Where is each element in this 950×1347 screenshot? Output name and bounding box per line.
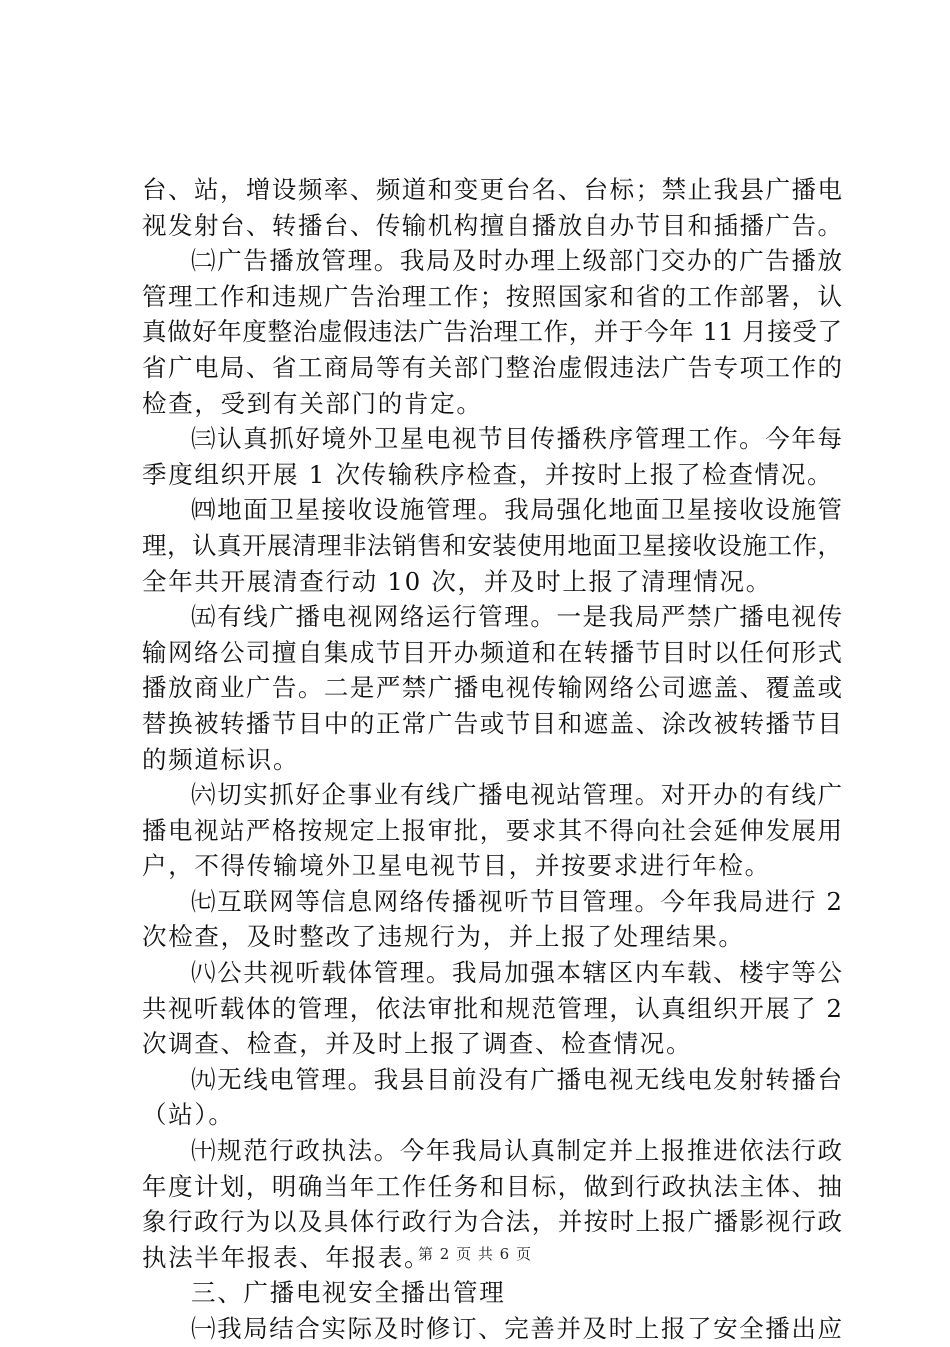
- text-line: （站）。: [142, 1100, 235, 1130]
- text-line: 共视听载体的管理，依法审批和规范管理，认真组织开展了 2: [142, 993, 842, 1023]
- text-line: ㈦互联网等信息网络传播视听节目管理。今年我局进行 2: [191, 886, 842, 916]
- text-line: 三、广播电视安全播出管理: [191, 1278, 506, 1308]
- text-line: ㈩规范行政执法。今年我局认真制定并上报推进依法行政: [191, 1136, 842, 1166]
- text-line: 真做好年度整治虚假违法广告治理工作，并于今年 11 月接受了: [142, 317, 842, 347]
- text-line: 户，不得传输境外卫星电视节目，并按要求进行年检。: [142, 851, 771, 881]
- text-line: 检查，受到有关部门的肯定。: [142, 388, 483, 418]
- text-line: 播放商业广告。二是严禁广播电视传输网络公司遮盖、覆盖或: [142, 673, 842, 703]
- text-line: ㈢认真抓好境外卫星电视节目传播秩序管理工作。今年每: [191, 424, 842, 454]
- text-line: 年度计划，明确当年工作任务和目标，做到行政执法主体、抽: [142, 1171, 842, 1201]
- text-line: 播电视站严格按规定上报审批，要求其不得向社会延伸发展用: [142, 815, 842, 845]
- text-line: 视发射台、转播台、传输机构擅自播放自办节目和插播广告。: [142, 210, 842, 240]
- text-line: 的频道标识。: [142, 744, 300, 774]
- text-line: 次调查、检查，并及时上报了调查、检查情况。: [142, 1029, 693, 1059]
- text-line: ㈨无线电管理。我县目前没有广播电视无线电发射转播台: [191, 1064, 842, 1094]
- text-line: ㈤有线广播电视网络运行管理。一是我局严禁广播电视传: [191, 602, 842, 632]
- text-line: 管理工作和违规广告治理工作；按照国家和省的工作部署，认: [142, 281, 842, 311]
- text-line: 象行政行为以及具体行政行为合法，并按时上报广播影视行政: [142, 1207, 842, 1237]
- text-line: ㈠我局结合实际及时修订、完善并及时上报了安全播出应: [191, 1314, 842, 1343]
- text-line: ㈧公共视听载体管理。我局加强本辖区内车载、楼宇等公: [191, 958, 842, 988]
- document-body: [142, 172, 842, 1347]
- text-line: 执法半年报表、年报表。: [142, 1242, 431, 1272]
- text-line: 省广电局、省工商局等有关部门整治虚假违法广告专项工作的: [142, 352, 842, 382]
- text-line: ㈡广告播放管理。我局及时办理上级部门交办的广告播放: [191, 246, 842, 276]
- text-line: 季度组织开展 1 次传输秩序检查，并按时上报了检查情况。: [142, 459, 834, 489]
- text-line: 台、站，增设频率、频道和变更台名、台标；禁止我县广播电: [142, 175, 842, 204]
- text-line: 全年共开展清查行动 10 次，并及时上报了清理情况。: [142, 566, 772, 596]
- text-line: 输网络公司擅自集成节目开办频道和在转播节目时以任何形式: [142, 637, 842, 667]
- text-line: 次检查，及时整改了违规行为，并上报了处理结果。: [142, 922, 745, 952]
- text-line: 理，认真开展清理非法销售和安装使用地面卫星接收设施工作，: [142, 530, 842, 560]
- text-line: 替换被转播节目中的正常广告或节目和遮盖、涂改被转播节目: [142, 708, 842, 738]
- text-line: ㈣地面卫星接收设施管理。我局强化地面卫星接收设施管: [191, 495, 842, 525]
- page-footer: 第 2 页 共 6 页: [418, 1245, 532, 1263]
- text-line: ㈥切实抓好企事业有线广播电视站管理。对开办的有线广: [191, 780, 842, 810]
